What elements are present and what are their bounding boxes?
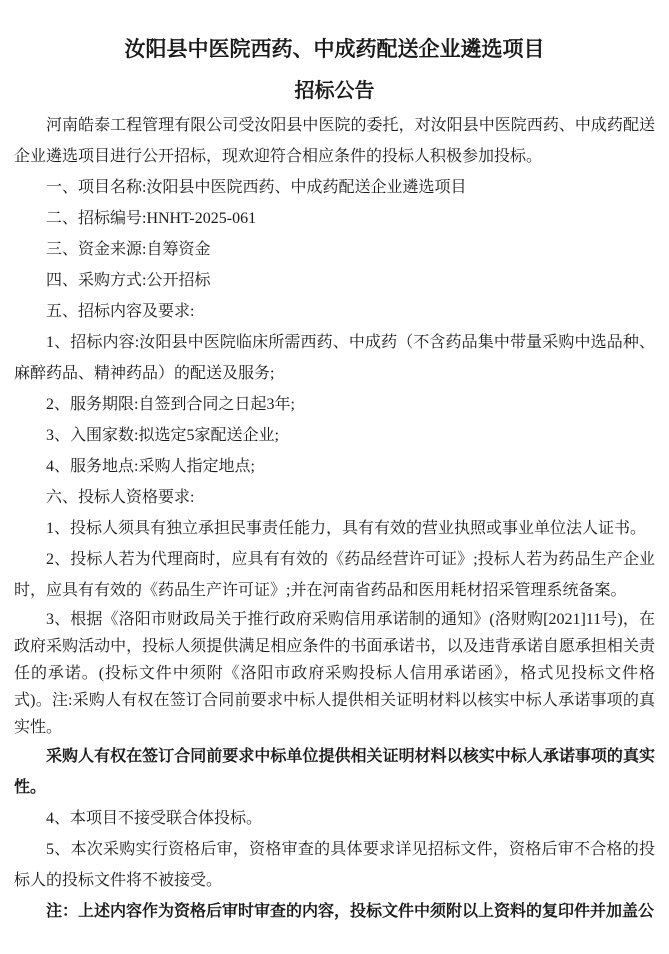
item-qualification-3: 3、根据《洛阳市财政局关于推行政府采购信用承诺制的通知》(洛财购[2021]11号)，在政府采购活动中，投标人须提供满足相应条件的书面承诺书，以及违背承诺自愿承担相关责任的承诺。(投标文件中须附《洛阳市政府采购投标人信用承诺函》，格式见投标文件格式)。注:采购人有权在签订合同前要求中标人提供相关证明材料以核实中标人承诺事项的真实性。 [14, 611, 655, 736]
item-fund-source: 三、资金来源:自筹资金 [46, 241, 211, 258]
note-verification-bold: 采购人有权在签订合同前要求中标单位提供相关证明材料以核实中标人承诺事项的真实性。 [14, 748, 655, 796]
item-no-consortium: 4、本项目不接受联合体投标。 [46, 810, 263, 827]
item-qualification-1: 1、投标人须具有独立承担民事责任能力，具有有效的营业执照或事业单位法人证书。 [46, 520, 647, 537]
document-title: 汝阳县中医院西药、中成药配送企业遴选项目 [124, 37, 545, 61]
item-post-qualification-review: 5、本次采购实行资格后审，资格审查的具体要求详见招标文件，资格后审不合格的投标人的投标文件将不被接受。 [14, 841, 655, 889]
document-subtitle: 招标公告 [294, 80, 375, 102]
item-qualification-2: 2、投标人若为代理商时，应具有有效的《药品经营许可证》;投标人若为药品生产企业时，应具有有效的《药品生产许可证》;并在河南省药品和医用耗材招采管理系统备案。 [14, 551, 655, 599]
item-service-location: 4、服务地点:采购人指定地点; [46, 458, 255, 475]
item-tender-number: 二、招标编号:HNHT-2025-061 [46, 210, 257, 227]
item-project-name: 一、项目名称:汝阳县中医院西药、中成药配送企业遴选项目 [46, 179, 467, 196]
section-bidder-qualification-heading: 六、投标人资格要求: [46, 489, 195, 506]
item-tender-content: 1、招标内容:汝阳县中医院临床所需西药、中成药（不含药品集中带量采购中选品种、麻醉药品、精神药品）的配送及服务; [14, 334, 655, 382]
item-procurement-method: 四、采购方式:公开招标 [46, 272, 211, 289]
note-final-bold: 注：上述内容作为资格后审时审查的内容，投标文件中须附以上资料的复印件并加盖公 [46, 903, 655, 920]
item-shortlist-count: 3、入围家数:拟选定5家配送企业; [46, 427, 279, 444]
document-body [14, 110, 655, 927]
intro-paragraph: 河南皓泰工程管理有限公司受汝阳县中医院的委托，对汝阳县中医院西药、中成药配送企业遴选项目进行公开招标，现欢迎符合相应条件的投标人积极参加投标。 [14, 117, 655, 165]
section-tender-content-heading: 五、招标内容及要求: [46, 303, 195, 320]
item-service-period: 2、服务期限:自签到合同之日起3年; [46, 396, 295, 413]
